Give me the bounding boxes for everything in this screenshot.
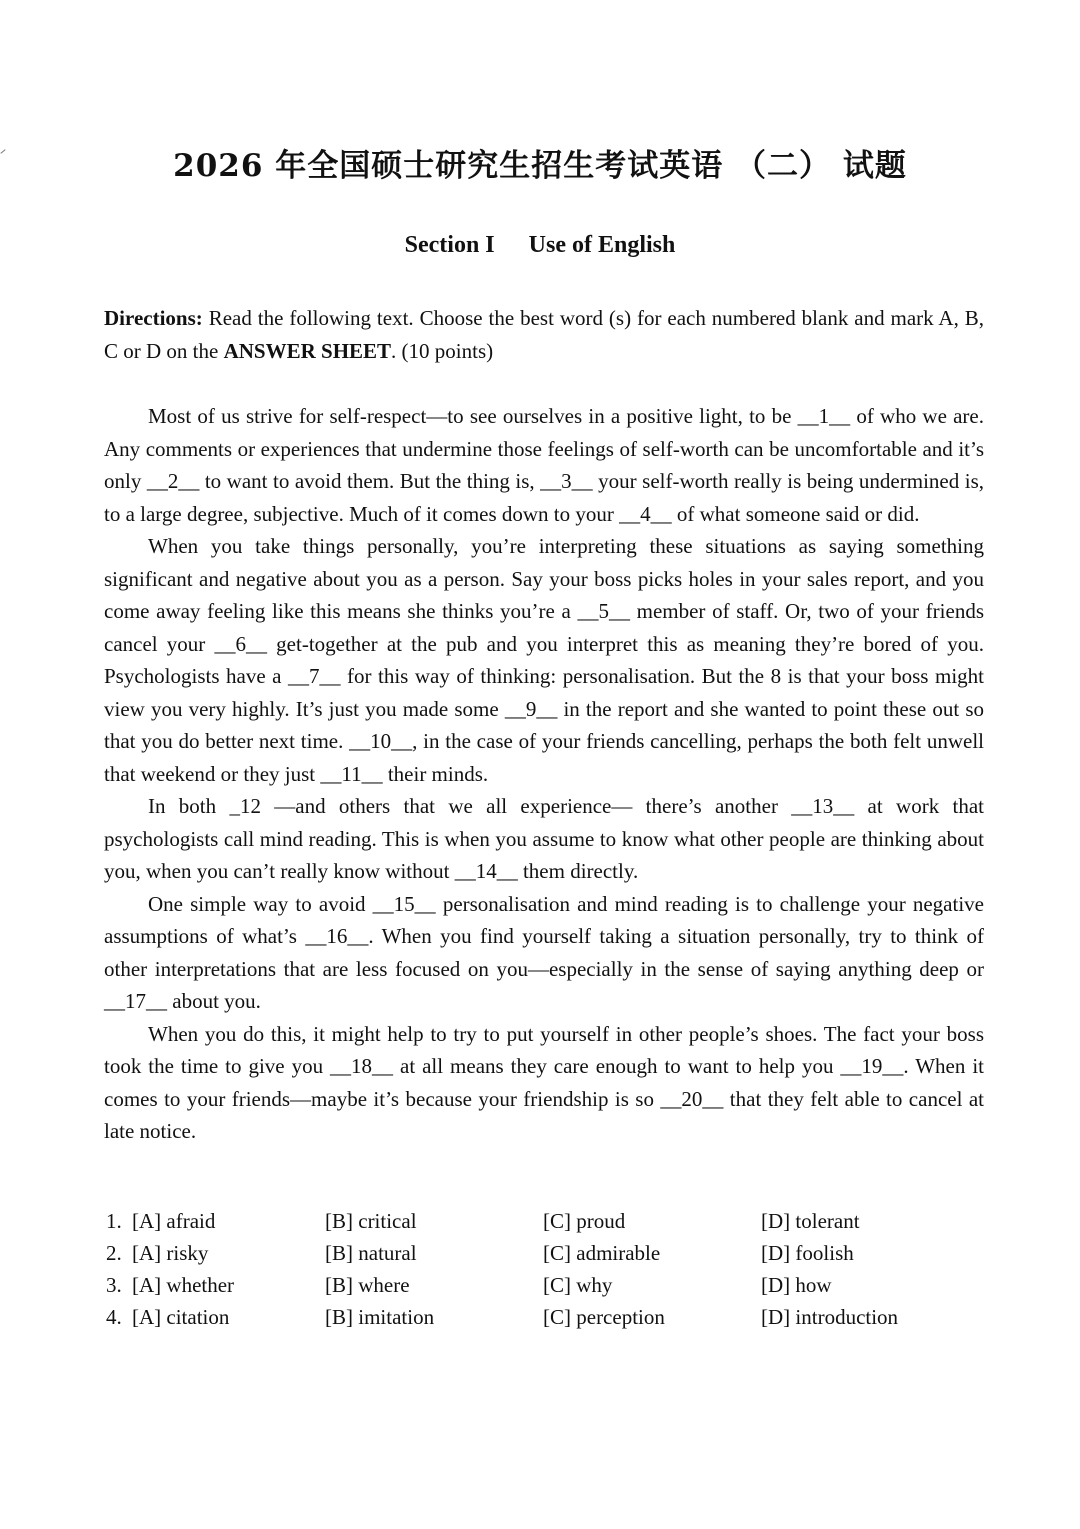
- option-b: [B] imitation: [325, 1305, 435, 1329]
- question-3-options: [104, 1273, 984, 1305]
- question-number: 2.: [106, 1241, 122, 1265]
- directions-text-1: Read the following text. Choose the best word (s) for each numbered blank and mark A, B, C or D on the: [104, 306, 984, 363]
- question-number: 1.: [106, 1209, 122, 1233]
- answer-sheet-label: ANSWER SHEET: [223, 338, 392, 363]
- option-b: [B] natural: [325, 1241, 417, 1265]
- question-2-options: [104, 1241, 984, 1273]
- option-c: [C] perception: [543, 1305, 665, 1329]
- option-a: [A] risky: [132, 1241, 209, 1265]
- exam-title: 2026 年全国硕士研究生招生考试英语 （二） 试题: [173, 148, 907, 184]
- option-c: [C] why: [543, 1273, 613, 1297]
- directions-label: Directions:: [104, 306, 203, 330]
- directions-text-2: . (10 points): [391, 338, 494, 363]
- question-number: 3.: [106, 1273, 122, 1297]
- passage-paragraph-4: One simple way to avoid __15__ personalisation and mind reading is to challenge your negative assumptions of what’s __16__. When you find yourself taking a situation personally, try to think of other interpretations that are less focused on you—especially in the sense of saying anything deep or __17__ about you.: [104, 891, 984, 1013]
- passage-paragraph-5: When you do this, it might help to try to put yourself in other people’s shoes. The fact your boss took the time to give you __18__ at all means they care enough to want to help you __19__. When it comes to your friends—maybe it’s because your friendship is so __20__ that they felt able to cancel at late notice.: [104, 1021, 984, 1143]
- section-heading: [0, 232, 1080, 259]
- answer-options: [104, 1209, 984, 1337]
- section-number: Section I: [404, 232, 495, 258]
- question-number: 4.: [106, 1305, 122, 1329]
- reading-passage: [104, 400, 984, 1148]
- option-d: [D] foolish: [761, 1241, 854, 1265]
- option-d: [D] how: [761, 1273, 832, 1297]
- passage-paragraph-1: Most of us strive for self-respect—to see ourselves in a positive light, to be __1__ of who we are. Any comments or experiences that undermine those feelings of self-worth can be uncomfortable and it’s only __2__ to want to avoid them. But the thing is, __3__ your self-worth really is being undermined is, to a large degree, subjective. Much of it comes down to your __4__ of what someone said or did.: [104, 404, 984, 526]
- option-c: [C] admirable: [543, 1241, 661, 1265]
- question-4-options: [104, 1305, 984, 1337]
- section-name: Use of English: [528, 232, 676, 258]
- passage-paragraph-2: When you take things personally, you’re interpreting these situations as saying something significant and negative about you as a person. Say your boss picks holes in your sales report, and you come away feeling like this means she thinks you’re a __5__ member of staff. Or, two of your friends cancel your __6__ get-together at the pub and you interpret this as meaning they’re bored of you. Psychologists have a __7__ for this way of thinking: personalisation. But the 8 is that your boss might view you very highly. It’s just you made some __9__ in the report and she wanted to point these out so that you do better next time. __10__, in the case of your friends cancelling, perhaps the both felt unwell that weekend or they just __11__ their minds.: [104, 534, 984, 786]
- directions: [104, 302, 984, 367]
- option-b: [B] where: [325, 1273, 410, 1297]
- option-a: [A] afraid: [132, 1209, 216, 1233]
- option-c: [C] proud: [543, 1209, 626, 1233]
- option-d: [D] introduction: [761, 1305, 899, 1329]
- option-a: [A] whether: [132, 1273, 235, 1297]
- option-d: [D] tolerant: [761, 1209, 860, 1233]
- option-a: [A] citation: [132, 1305, 230, 1329]
- passage-paragraph-3: In both _12 —and others that we all experience— there’s another __13__ at work that psychologists call mind reading. This is when you assume to know what other people are thinking about you, when you can’t really know without __14__ them directly.: [104, 794, 984, 883]
- question-1-options: [104, 1209, 984, 1241]
- option-b: [B] critical: [325, 1209, 417, 1233]
